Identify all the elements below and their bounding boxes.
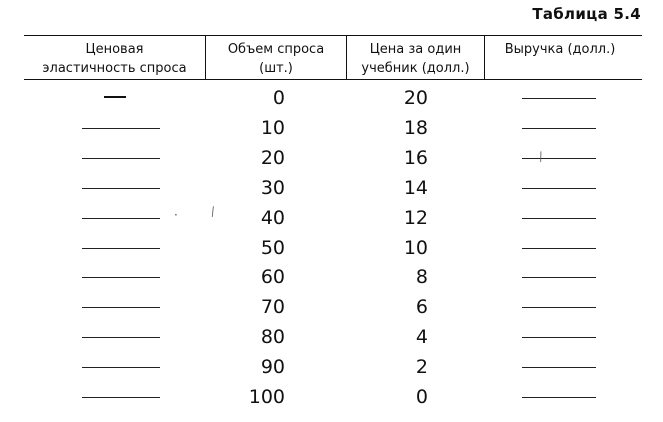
header-elasticity — [24, 40, 205, 78]
elasticity-dash — [104, 96, 126, 98]
revenue-blank — [522, 277, 596, 278]
price-cell: 14 — [403, 176, 428, 199]
header-line: эластичность спроса — [42, 61, 187, 76]
table-row — [0, 114, 663, 144]
quantity-cell: 10 — [260, 116, 285, 139]
revenue-blank — [522, 188, 596, 189]
price-cell: 0 — [415, 386, 428, 408]
quantity-cell: 40 — [260, 206, 285, 229]
revenue-blank — [522, 367, 596, 368]
header-line: Ценовая — [85, 42, 144, 57]
table-row — [0, 353, 663, 383]
header-line: Цена за один — [369, 42, 462, 57]
table-row — [0, 84, 663, 114]
print-speck: ⁄ — [536, 150, 546, 164]
price-cell: 10 — [403, 236, 428, 259]
quantity-cell: 20 — [260, 146, 285, 169]
quantity-cell: 90 — [260, 356, 285, 379]
price-cell: 20 — [403, 87, 428, 109]
price-cell: 6 — [415, 296, 428, 319]
elasticity-blank — [82, 188, 160, 189]
price-cell: 8 — [415, 266, 428, 289]
elasticity-blank — [82, 218, 160, 219]
price-cell: 18 — [403, 116, 428, 139]
header-line: Выручка (долл.) — [504, 42, 616, 57]
elasticity-blank — [82, 248, 160, 249]
print-speck: · — [174, 208, 178, 222]
revenue-blank — [522, 158, 596, 159]
table-row — [0, 234, 663, 264]
elasticity-blank — [82, 158, 160, 159]
header-bottom-rule — [24, 79, 642, 80]
quantity-cell: 100 — [248, 386, 285, 408]
table-row — [0, 383, 663, 413]
print-speck: ⁄ — [209, 205, 217, 219]
price-cell: 16 — [403, 146, 428, 169]
header-line: учебник (долл.) — [361, 61, 470, 76]
elasticity-blank — [82, 337, 160, 338]
price-cell: 4 — [415, 326, 428, 349]
revenue-blank — [522, 337, 596, 338]
elasticity-blank — [82, 128, 160, 129]
table-row — [0, 204, 663, 234]
quantity-cell: 80 — [260, 326, 285, 349]
elasticity-blank — [82, 307, 160, 308]
elasticity-blank — [82, 397, 160, 398]
table-row — [0, 144, 663, 174]
revenue-blank — [522, 248, 596, 249]
table-row — [0, 293, 663, 323]
header-line: Объем спроса — [227, 42, 325, 57]
revenue-blank — [522, 307, 596, 308]
revenue-blank — [522, 218, 596, 219]
revenue-blank — [522, 98, 596, 99]
quantity-cell: 30 — [260, 176, 285, 199]
elasticity-blank — [82, 277, 160, 278]
table-caption: Таблица 5.4 — [532, 5, 641, 23]
header-quantity — [206, 40, 346, 78]
revenue-blank — [522, 128, 596, 129]
quantity-cell: 50 — [260, 236, 285, 259]
table-top-rule — [24, 35, 642, 36]
header-revenue — [485, 40, 635, 59]
price-cell: 12 — [403, 206, 428, 229]
price-cell: 2 — [415, 356, 428, 379]
table-row — [0, 174, 663, 204]
header-price — [347, 40, 484, 78]
table-row — [0, 263, 663, 293]
table-row — [0, 323, 663, 353]
quantity-cell: 0 — [272, 87, 285, 109]
quantity-cell: 70 — [260, 296, 285, 319]
elasticity-blank — [82, 367, 160, 368]
header-line: (шт.) — [259, 61, 293, 76]
quantity-cell: 60 — [260, 266, 285, 289]
revenue-blank — [522, 397, 596, 398]
